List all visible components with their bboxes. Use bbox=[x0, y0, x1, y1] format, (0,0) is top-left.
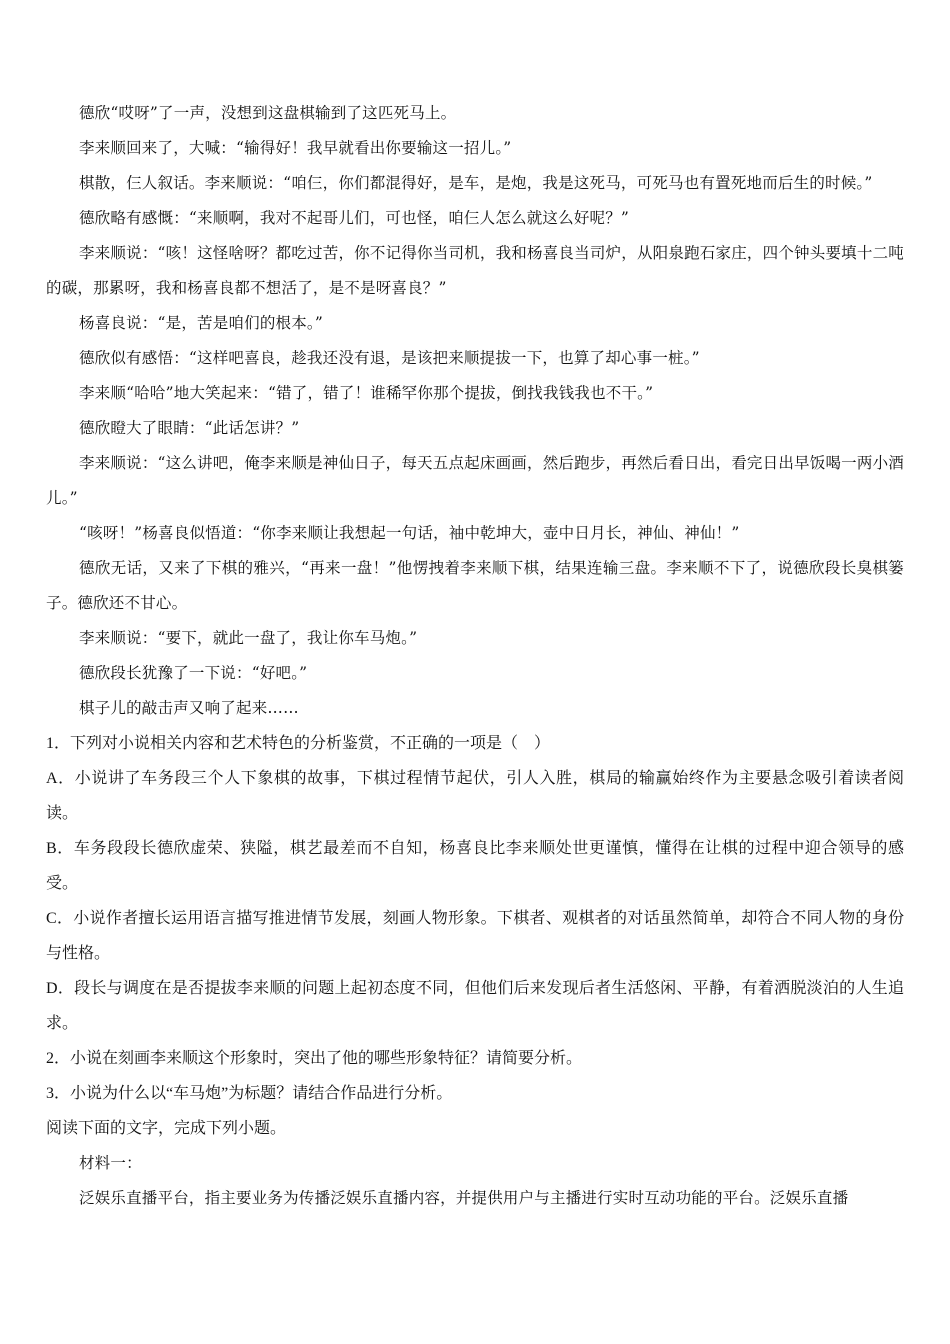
story-paragraph: 德欣似有感悟：“这样吧喜良，趁我还没有退，是该把来顺提拔一下，也算了却心事一桩。” bbox=[79, 349, 700, 367]
reading-instruction: 阅读下面的文字，完成下列小题。 bbox=[46, 1120, 287, 1137]
story-paragraph: 德欣段长犹豫了一下说：“好吧。” bbox=[79, 664, 308, 682]
story-paragraph: 李来顺说：“要下，就此一盘了，我让你车马炮。” bbox=[79, 629, 418, 647]
material-text: 泛娱乐直播平台，指主要业务为传播泛娱乐直播内容，并提供用户与主播进行实时互动功能的平台。泛娱乐直播 bbox=[79, 1189, 849, 1207]
story-paragraph: 李来顺回来了，大喊：“输得好！我早就看出你要输这一招儿。” bbox=[79, 139, 512, 157]
story-section bbox=[46, 96, 904, 726]
story-paragraph: 德欣略有感慨：“来顺啊，我对不起哥儿们，可也怪，咱仨人怎么就这么好呢？” bbox=[79, 209, 630, 227]
story-paragraph: 棋散，仨人叙话。李来顺说：“咱仨，你们都混得好，是车，是炮，我是这死马，可死马也有置死地而后生的时候。” bbox=[79, 174, 873, 192]
option-b: B．车务段段长德欣虚荣、狭隘，棋艺最差而不自知，杨喜良比李来顺处世更谨慎，懂得在让棋的过程中迎合领导的感受。 bbox=[46, 840, 904, 892]
story-paragraph: 德欣瞪大了眼睛：“此话怎讲？” bbox=[79, 419, 300, 437]
question-1: 1．下列对小说相关内容和艺术特色的分析鉴赏，不正确的一项是（ ） bbox=[46, 735, 551, 752]
story-paragraph: 李来顺“哈哈”地大笑起来：“错了，错了！谁稀罕你那个提拔，倒找我钱我也不干。” bbox=[79, 384, 654, 402]
story-paragraph: 杨喜良说：“是，苦是咱们的根本。” bbox=[79, 314, 323, 332]
story-paragraph: “咳呀！”杨喜良似悟道：“你李来顺让我想起一句话，袖中乾坤大，壶中日月长，神仙、神仙！” bbox=[79, 524, 740, 542]
next-reading-section bbox=[46, 1111, 904, 1216]
story-paragraph: 德欣“哎呀”了一声，没想到这盘棋输到了这匹死马上。 bbox=[79, 104, 457, 122]
questions-section bbox=[46, 726, 904, 1111]
option-c: C．小说作者擅长运用语言描写推进情节发展，刻画人物形象。下棋者、观棋者的对话虽然简单，却符合不同人物的身份与性格。 bbox=[46, 910, 904, 962]
story-paragraph: 李来顺说：“咳！这怪啥呀？都吃过苦，你不记得你当司机，我和杨喜良当司炉，从阳泉跑石家庄，四个钟头要填十二吨的碳，那累呀，我和杨喜良都不想活了，是不是呀喜良？” bbox=[46, 244, 904, 297]
story-paragraph: 德欣无话，又来了下棋的雅兴，“再来一盘！”他愣拽着李来顺下棋，结果连输三盘。李来顺不下了，说德欣段长臭棋篓子。德欣还不甘心。 bbox=[46, 559, 904, 612]
story-paragraph: 李来顺说：“这么讲吧，俺李来顺是神仙日子，每天五点起床画画，然后跑步，再然后看日出，看完日出早饭喝一两小酒儿。” bbox=[46, 454, 904, 507]
question-3: 3．小说为什么以“车马炮”为标题？请结合作品进行分析。 bbox=[46, 1085, 453, 1102]
option-d: D．段长与调度在是否提拔李来顺的问题上起初态度不同，但他们后来发现后者生活悠闲、平静，有着洒脱淡泊的人生追求。 bbox=[46, 980, 904, 1032]
option-a: A．小说讲了车务段三个人下象棋的故事，下棋过程情节起伏，引人入胜，棋局的输赢始终作为主要悬念吸引着读者阅读。 bbox=[46, 770, 904, 822]
material-label: 材料一： bbox=[79, 1154, 142, 1172]
question-2: 2．小说在刻画李来顺这个形象时，突出了他的哪些形象特征？请简要分析。 bbox=[46, 1050, 583, 1067]
story-paragraph: 棋子儿的敲击声又响了起来…… bbox=[79, 699, 299, 717]
